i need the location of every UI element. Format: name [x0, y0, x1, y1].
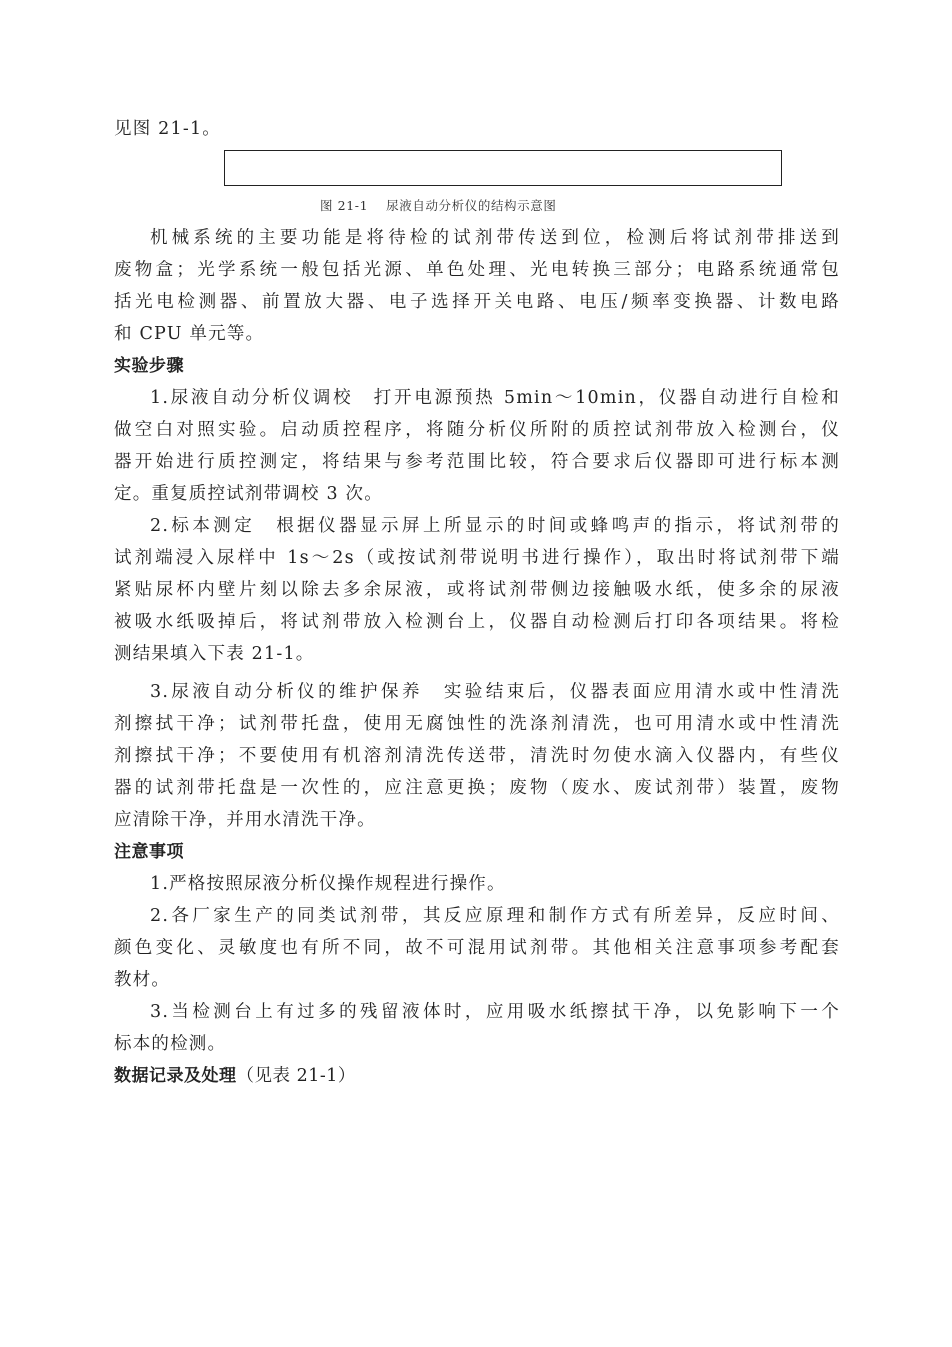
paragraph-line: 1.严格按照尿液分析仪操作规程进行操作。 — [150, 874, 506, 894]
paragraph-line: 器开始进行质控测定，将结果与参考范围比较，符合要求后仪器即可进行标本测 — [114, 452, 840, 472]
note-3 — [114, 996, 840, 1060]
paragraph-line: 剂擦拭干净；不要使用有机溶剂清洗传送带，清洗时勿使水滴入仪器内，有些仪 — [114, 746, 840, 766]
figure-title: 尿液自动分析仪的结构示意图 — [386, 198, 557, 213]
paragraph-line: 3.当检测台上有过多的残留液体时，应用吸水纸擦拭干净，以免影响下一个 — [150, 1002, 840, 1022]
paragraph-line: 教材。 — [114, 970, 171, 990]
section-heading-data — [114, 1060, 840, 1092]
step-1 — [114, 382, 840, 510]
paragraph-line: 颜色变化、灵敏度也有所不同，故不可混用试剂带。其他相关注意事项参考配套 — [114, 938, 840, 958]
data-heading-text: 数据记录及处理 — [114, 1066, 237, 1086]
note-2 — [114, 900, 840, 996]
paragraph-line: 标本的检测。 — [114, 1034, 227, 1054]
figure-number: 图 21-1 — [320, 198, 369, 213]
paragraph-line: 应清除干净，并用水清洗干净。 — [114, 810, 376, 830]
paragraph-line: 被吸水纸吸掉后，将试剂带放入检测台上，仪器自动检测后打印各项结果。将检 — [114, 612, 840, 632]
main-text — [114, 222, 840, 1092]
paragraph-line: 试剂端浸入尿样中 1s～2s（或按试剂带说明书进行操作），取出时将试剂带下端 — [114, 548, 840, 568]
data-heading-trail: （见表 21-1） — [236, 1066, 356, 1086]
paragraph-line: 2.各厂家生产的同类试剂带，其反应原理和制作方式有所差异，反应时间、 — [150, 906, 840, 926]
paragraph-line: 定。重复质控试剂带调校 3 次。 — [114, 484, 383, 504]
paragraph-line: 紧贴尿杯内壁片刻以除去多余尿液，或将试剂带侧边接触吸水纸，使多余的尿液 — [114, 580, 840, 600]
figure-caption — [320, 198, 556, 214]
paragraph-line: 器的试剂带托盘是一次性的，应注意更换；废物（废水、废试剂带）装置，废物 — [114, 778, 840, 798]
paragraph-line: 做空白对照实验。启动质控程序，将随分析仪所附的质控试剂带放入检测台，仪 — [114, 420, 840, 440]
note-1 — [114, 868, 840, 900]
paragraph-line: 3.尿液自动分析仪的维护保养 实验结束后，仪器表面应用清水或中性清洗 — [150, 682, 840, 702]
mechanical-paragraph — [114, 222, 840, 350]
step-2 — [114, 510, 840, 670]
section-heading-notes: 注意事项 — [114, 842, 184, 862]
paragraph-line: 1.尿液自动分析仪调校 打开电源预热 5min～10min，仪器自动进行自检和 — [150, 388, 840, 408]
paragraph-line: 和 CPU 单元等。 — [114, 324, 265, 344]
paragraph-line: 废物盒；光学系统一般包括光源、单色处理、光电转换三部分；电路系统通常包 — [114, 260, 840, 280]
paragraph-line: 测结果填入下表 21-1。 — [114, 644, 315, 664]
paragraph-line: 机械系统的主要功能是将待检的试剂带传送到位，检测后将试剂带排送到 — [150, 228, 840, 248]
paragraph-line: 括光电检测器、前置放大器、电子选择开关电路、电压/频率变换器、计数电路 — [114, 292, 840, 312]
intro-line: 见图 21-1。 — [114, 119, 221, 139]
step-3 — [114, 676, 840, 836]
paragraph-line: 剂擦拭干净；试剂带托盘，使用无腐蚀性的洗涤剂清洗，也可用清水或中性清洗 — [114, 714, 840, 734]
paragraph-line: 2.标本测定 根据仪器显示屏上所显示的时间或蜂鸣声的指示，将试剂带的 — [150, 516, 840, 536]
figure-placeholder-box — [224, 150, 782, 186]
section-heading-steps: 实验步骤 — [114, 356, 184, 376]
